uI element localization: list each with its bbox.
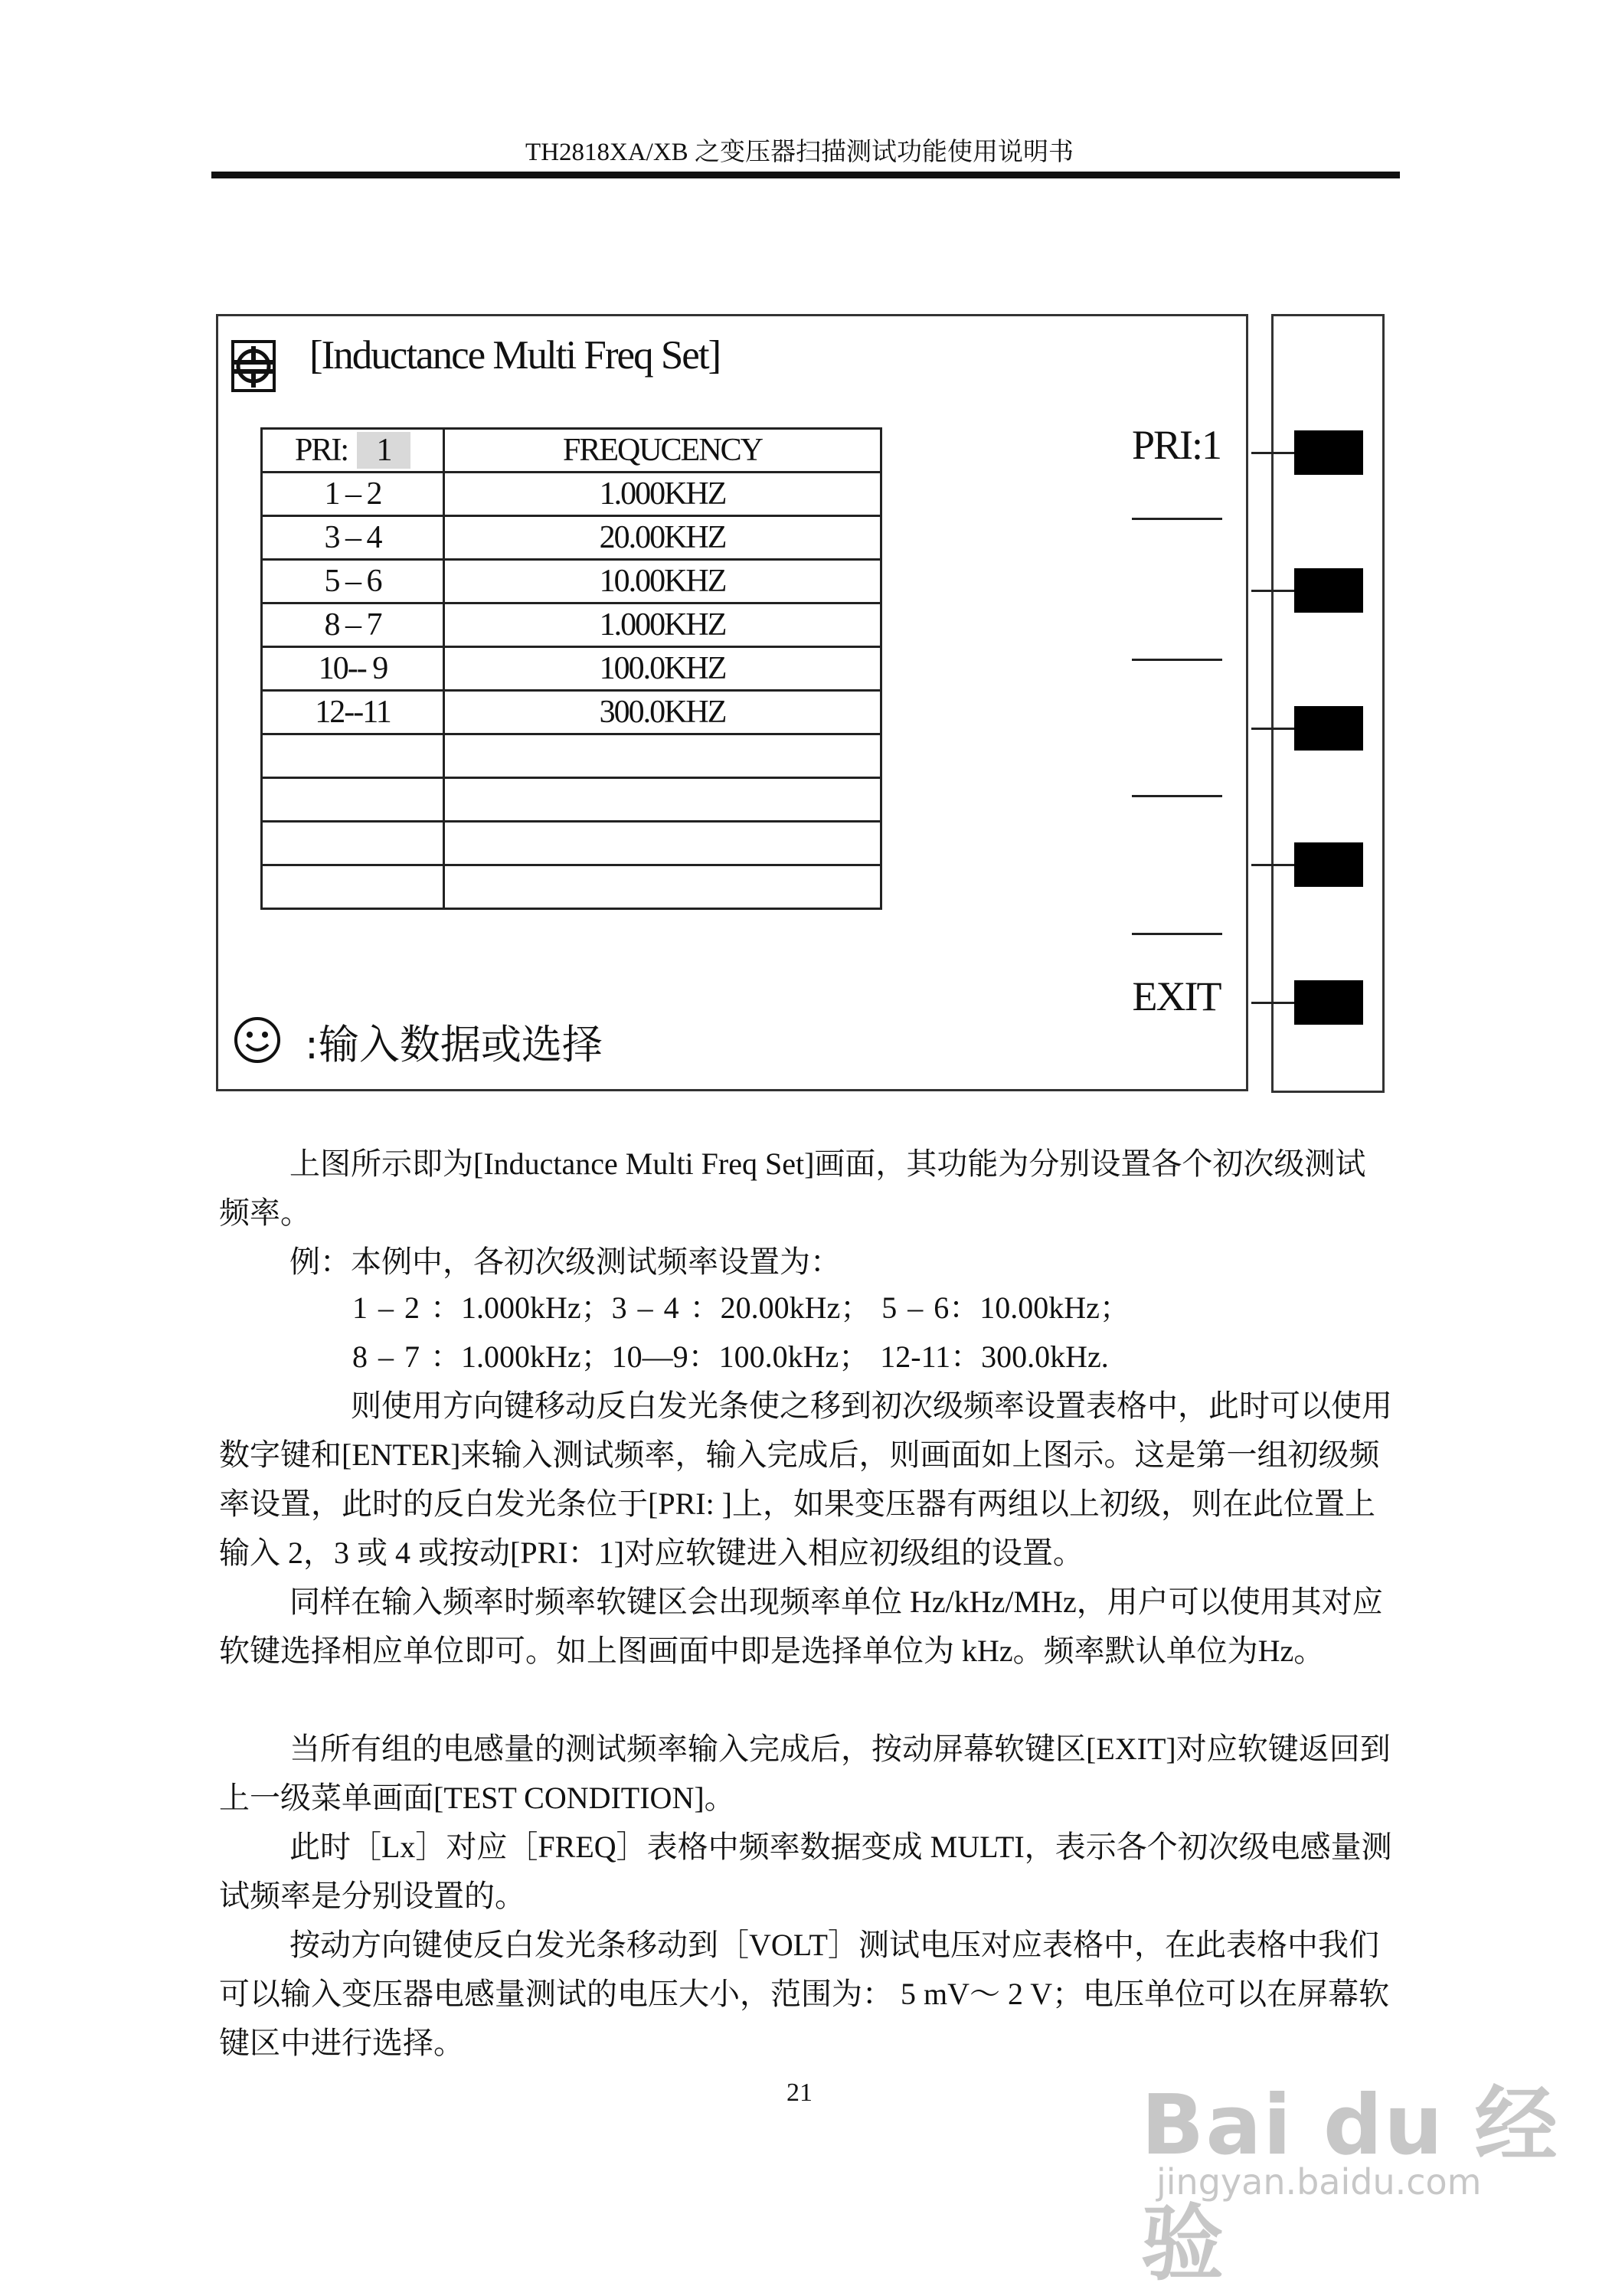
instrument-logo-icon — [231, 340, 276, 392]
table-row — [262, 778, 881, 822]
softkey-3-button[interactable] — [1294, 706, 1363, 751]
softkey-label-blank — [1132, 933, 1222, 935]
table-row — [262, 691, 881, 734]
softkey-label-blank — [1132, 795, 1222, 797]
winding-pair-cell[interactable] — [262, 865, 444, 909]
screen-title: [Inductance Multi Freq Set] — [309, 333, 721, 378]
winding-pair-cell[interactable] — [262, 734, 444, 778]
frequency-cell[interactable]: 20.00KHZ — [444, 516, 881, 560]
table-row — [262, 560, 881, 603]
frequency-table — [260, 427, 882, 910]
softkey-1-button[interactable] — [1294, 430, 1363, 475]
frequency-cell[interactable]: 1.000KHZ — [444, 473, 881, 516]
frequency-cell[interactable]: 100.0KHZ — [444, 647, 881, 691]
frequency-cell[interactable] — [444, 734, 881, 778]
watermark-url: jingyan.baidu.com — [1156, 2161, 1482, 2203]
table-header-row — [262, 429, 881, 473]
pri-cell[interactable] — [262, 429, 444, 473]
winding-pair-cell[interactable]: 3 – 4 — [262, 516, 444, 560]
softkey-connector — [1251, 590, 1294, 592]
header-rule — [211, 172, 1400, 178]
document-header-title: TH2818XA/XB 之变压器扫描测试功能使用说明书 — [525, 139, 1074, 166]
frequency-cell[interactable] — [444, 778, 881, 822]
table-row — [262, 473, 881, 516]
paragraph: 上图所示即为[Inductance Multi Freq Set]画面，其功能为分别设置各个初次级测试频率。 — [219, 1146, 1366, 1230]
example-line: 8 – 7 ：1.000kHz；10—9：100.0kHz； 12-11：300.0kHz. — [352, 1339, 1109, 1374]
paragraph: 则使用方向键移动反白发光条使之移到初次级频率设置表格中，此时可以使用数字键和[ENTER]来输入测试频率，输入完成后，则画面如上图示。这是第一组初级频率设置，此时的反白发光条位于[PRI: ]上，如果变压器有两组以上初级，则在此位置上输入 2，3 或 4 或按动[PRI：1]对应软键进入相应初级组的设置。 — [219, 1388, 1392, 1570]
frequency-cell[interactable] — [444, 865, 881, 909]
frequency-header: FREQUCENCY — [444, 429, 881, 473]
paragraph: 例：本例中，各初次级测试频率设置为： — [289, 1244, 841, 1279]
winding-pair-cell[interactable]: 8 – 7 — [262, 603, 444, 647]
pri-label: PRI: — [294, 433, 348, 468]
smiley-icon — [233, 1016, 282, 1065]
winding-pair-cell[interactable]: 1 – 2 — [262, 473, 444, 516]
softkey-4-button[interactable] — [1294, 842, 1363, 887]
winding-pair-cell[interactable]: 12--11 — [262, 691, 444, 734]
winding-pair-cell[interactable]: 10-- 9 — [262, 647, 444, 691]
softkey-connector — [1251, 452, 1294, 454]
table-row — [262, 734, 881, 778]
paragraph: 当所有组的电感量的测试频率输入完成后，按动屏幕软键区[EXIT]对应软键返回到上一级菜单画面[TEST CONDITION]。 — [219, 1732, 1391, 1815]
softkey-connector — [1251, 728, 1294, 730]
status-prompt: :输入数据或选择 — [305, 1022, 603, 1068]
frequency-cell[interactable]: 10.00KHZ — [444, 560, 881, 603]
table-row — [262, 647, 881, 691]
softkey-label-pri: PRI:1 — [1131, 422, 1221, 468]
softkey-label-blank — [1132, 659, 1222, 661]
paragraph: 同样在输入频率时频率软键区会出现频率单位 Hz/kHz/MHz，用户可以使用其对应软键选择相应单位即可。如上图画面中即是选择单位为 kHz。频率默认单位为Hz。 — [219, 1585, 1383, 1668]
frequency-cell[interactable]: 1.000KHZ — [444, 603, 881, 647]
softkey-label-exit: EXIT — [1132, 973, 1221, 1019]
page-number: 21 — [786, 2079, 813, 2107]
softkey-2-button[interactable] — [1294, 568, 1363, 613]
softkey-connector — [1251, 1002, 1294, 1004]
table-row — [262, 516, 881, 560]
paragraph: 此时［Lx］对应［FREQ］表格中频率数据变成 MULTI，表示各个初次级电感量测试频率是分别设置的。 — [219, 1830, 1392, 1913]
example-line: 1 – 2 ：1.000kHz；3 – 4 ：20.00kHz； 5 – 6：10.00kHz； — [352, 1290, 1130, 1325]
frequency-cell[interactable] — [444, 822, 881, 865]
paragraph: 按动方向键使反白发光条移动到［VOLT］测试电压对应表格中，在此表格中我们可以输入变压器电感量测试的电压大小，范围为： 5 mV～ 2 V；电压单位可以在屏幕软键区中进行选择。 — [219, 1928, 1390, 2060]
table-row — [262, 865, 881, 909]
winding-pair-cell[interactable] — [262, 822, 444, 865]
softkey-label-blank — [1132, 518, 1222, 520]
softkey-connector — [1251, 864, 1294, 866]
frequency-cell[interactable]: 300.0KHZ — [444, 691, 881, 734]
winding-pair-cell[interactable] — [262, 778, 444, 822]
pri-value-field[interactable]: 1 — [357, 432, 410, 469]
softkey-exit-button[interactable] — [1294, 980, 1363, 1025]
winding-pair-cell[interactable]: 5 – 6 — [262, 560, 444, 603]
watermark-brand: Bai du 经验 — [1141, 2078, 1559, 2292]
table-row — [262, 603, 881, 647]
table-row — [262, 822, 881, 865]
